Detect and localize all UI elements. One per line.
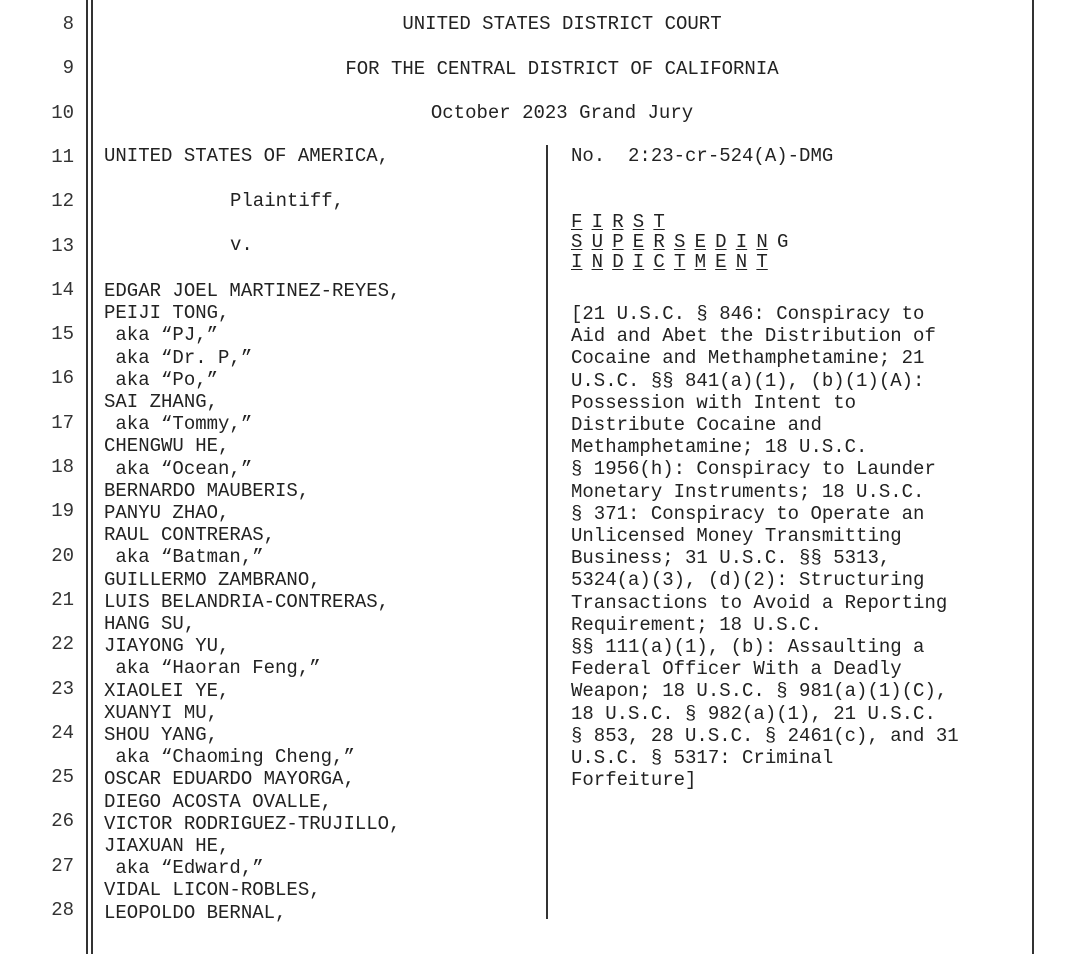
- title-letter: D: [715, 231, 727, 253]
- defendant-line: aka “Tommy,”: [104, 413, 253, 436]
- defendant-line: LEOPOLDO BERNAL,: [104, 901, 287, 924]
- line-number: 11: [51, 145, 74, 168]
- line-number: 26: [51, 810, 74, 833]
- grand-jury: October 2023 Grand Jury: [430, 102, 694, 122]
- title-letter: M: [694, 251, 706, 273]
- title-letter: N: [591, 251, 603, 273]
- defendant-line: aka “PJ,”: [104, 324, 219, 347]
- charge-line: § 853, 28 U.S.C. § 2461(c), and 31: [571, 724, 959, 747]
- defendant-line: aka “Edward,”: [104, 857, 264, 880]
- defendant-line: XIAOLEI YE,: [104, 679, 230, 702]
- defendant-line: SAI ZHANG,: [104, 391, 219, 413]
- defendant-line: BERNARDO MAUBERIS,: [104, 479, 310, 502]
- right-margin-rule: [1032, 0, 1034, 954]
- defendant-line: JIAXUAN HE,: [104, 835, 230, 857]
- defendant-line: JIAYONG YU,: [104, 635, 230, 658]
- title-letter: P: [612, 231, 624, 253]
- charge-line: [21 U.S.C. § 846: Conspiracy to: [571, 303, 925, 325]
- charge-line: Methamphetamine; 18 U.S.C.: [571, 436, 868, 459]
- versus: v.: [230, 234, 253, 256]
- line-number: 21: [51, 588, 74, 611]
- line-number: 8: [62, 13, 74, 35]
- defendant-line: PANYU ZHAO,: [104, 502, 230, 524]
- plaintiff-name: UNITED STATES OF AMERICA,: [104, 145, 390, 167]
- title-letter: D: [612, 251, 624, 273]
- title-letter: R: [653, 231, 665, 253]
- charge-line: 18 U.S.C. § 982(a)(1), 21 U.S.C.: [571, 702, 936, 725]
- charge-line: Aid and Abet the Distribution of: [571, 325, 936, 348]
- defendant-line: aka “Chaoming Cheng,”: [104, 746, 355, 769]
- line-number: 16: [51, 367, 74, 390]
- defendant-line: DIEGO ACOSTA OVALLE,: [104, 790, 333, 813]
- line-number: 25: [51, 766, 74, 789]
- charge-line: Cocaine and Methamphetamine; 21: [571, 347, 925, 370]
- defendant-line: VIDAL LICON-ROBLES,: [104, 879, 321, 902]
- title-letter: S: [571, 231, 583, 253]
- charge-line: Possession with Intent to: [571, 391, 857, 414]
- charge-line: Requirement; 18 U.S.C.: [571, 613, 822, 636]
- title-letter: I: [591, 211, 603, 233]
- line-number: 28: [51, 899, 74, 921]
- charge-line: Weapon; 18 U.S.C. § 981(a)(1)(C),: [571, 680, 948, 703]
- title-letter: U: [591, 231, 603, 253]
- title-letter: S: [673, 231, 686, 253]
- charges-list: [571, 303, 959, 791]
- line-number: 20: [51, 544, 74, 567]
- charge-line: §§ 111(a)(1), (b): Assaulting a: [571, 636, 925, 659]
- charge-line: Unlicensed Money Transmitting: [571, 525, 902, 548]
- charge-line: U.S.C. § 5317: Criminal: [571, 747, 834, 770]
- charge-line: Forfeiture]: [571, 769, 697, 792]
- caption-divider: [546, 145, 548, 919]
- defendant-line: OSCAR EDUARDO MAYORGA,: [104, 768, 355, 791]
- document-title: [571, 211, 798, 274]
- defendant-line: aka “Batman,”: [104, 546, 264, 569]
- defendant-line: VICTOR RODRIGUEZ-TRUJILLO,: [104, 812, 401, 835]
- charge-line: § 1956(h): Conspiracy to Launder: [571, 458, 936, 481]
- defendant-line: SHOU YANG,: [104, 724, 219, 746]
- line-number: 17: [51, 411, 74, 434]
- line-number: 12: [51, 190, 74, 213]
- line-number: 13: [51, 234, 74, 257]
- title-letter: I: [632, 251, 645, 273]
- charge-line: Transactions to Avoid a Reporting: [571, 591, 948, 614]
- defendant-line: PEIJI TONG,: [104, 302, 230, 325]
- title-letter: E: [715, 251, 727, 273]
- defendant-line: aka “Ocean,”: [104, 457, 253, 480]
- defendant-line: CHENGWU HE,: [104, 435, 230, 458]
- title-letter: T: [756, 251, 768, 273]
- defendant-line: aka “Dr. P,”: [104, 346, 253, 369]
- line-number: 10: [51, 101, 74, 124]
- defendant-line: LUIS BELANDRIA-CONTRERAS,: [104, 590, 390, 613]
- title-letter: I: [571, 251, 583, 273]
- defendant-line: GUILLERMO ZAMBRANO,: [104, 568, 321, 591]
- title-letter: N: [735, 251, 748, 273]
- title-letter: N: [756, 231, 768, 253]
- defendant-line: aka “Haoran Feng,”: [104, 657, 321, 680]
- court-name: UNITED STATES DISTRICT COURT: [402, 13, 722, 35]
- line-number: 24: [51, 721, 74, 744]
- title-letter: C: [653, 251, 665, 273]
- defendant-line: aka “Po,”: [104, 368, 219, 391]
- title-letter: E: [632, 231, 645, 253]
- title-letter: I: [735, 231, 748, 253]
- title-letter: T: [673, 251, 686, 273]
- line-number: 27: [51, 854, 74, 877]
- charge-line: Federal Officer With a Deadly: [571, 658, 902, 681]
- plaintiff-label: Plaintiff,: [230, 190, 345, 212]
- defendant-line: RAUL CONTRERAS,: [104, 524, 276, 547]
- title-letter: G: [776, 231, 789, 253]
- title-letter: E: [694, 231, 706, 253]
- left-margin-rule: [86, 0, 88, 954]
- line-number: 15: [51, 323, 74, 346]
- line-number: 18: [51, 456, 74, 478]
- charge-line: § 371: Conspiracy to Operate an: [571, 502, 925, 525]
- line-number: 14: [51, 278, 74, 301]
- defendant-line: HANG SU,: [104, 613, 196, 635]
- title-row: [571, 251, 798, 274]
- left-margin-rule-inner: [91, 0, 93, 954]
- line-number: 23: [51, 677, 74, 700]
- charge-line: Distribute Cocaine and: [571, 414, 822, 437]
- charge-line: Business; 31 U.S.C. §§ 5313,: [571, 547, 891, 570]
- charge-line: Monetary Instruments; 18 U.S.C.: [571, 480, 925, 503]
- case-number: No. 2:23-cr-524(A)-DMG: [571, 145, 834, 167]
- line-number: 9: [62, 57, 74, 80]
- defendant-line: XUANYI MU,: [104, 701, 219, 724]
- title-letter: R: [612, 211, 624, 233]
- defendant-line: EDGAR JOEL MARTINEZ-REYES,: [104, 280, 401, 302]
- line-number: 22: [51, 633, 74, 656]
- charge-line: U.S.C. §§ 841(a)(1), (b)(1)(A):: [571, 369, 925, 392]
- title-letter: S: [632, 211, 645, 233]
- charge-line: 5324(a)(3), (d)(2): Structuring: [571, 569, 925, 592]
- title-letter: F: [571, 211, 583, 233]
- title-letter: T: [653, 211, 665, 233]
- line-number: 19: [51, 500, 74, 523]
- district-name: FOR THE CENTRAL DISTRICT OF CALIFORNIA: [345, 58, 779, 80]
